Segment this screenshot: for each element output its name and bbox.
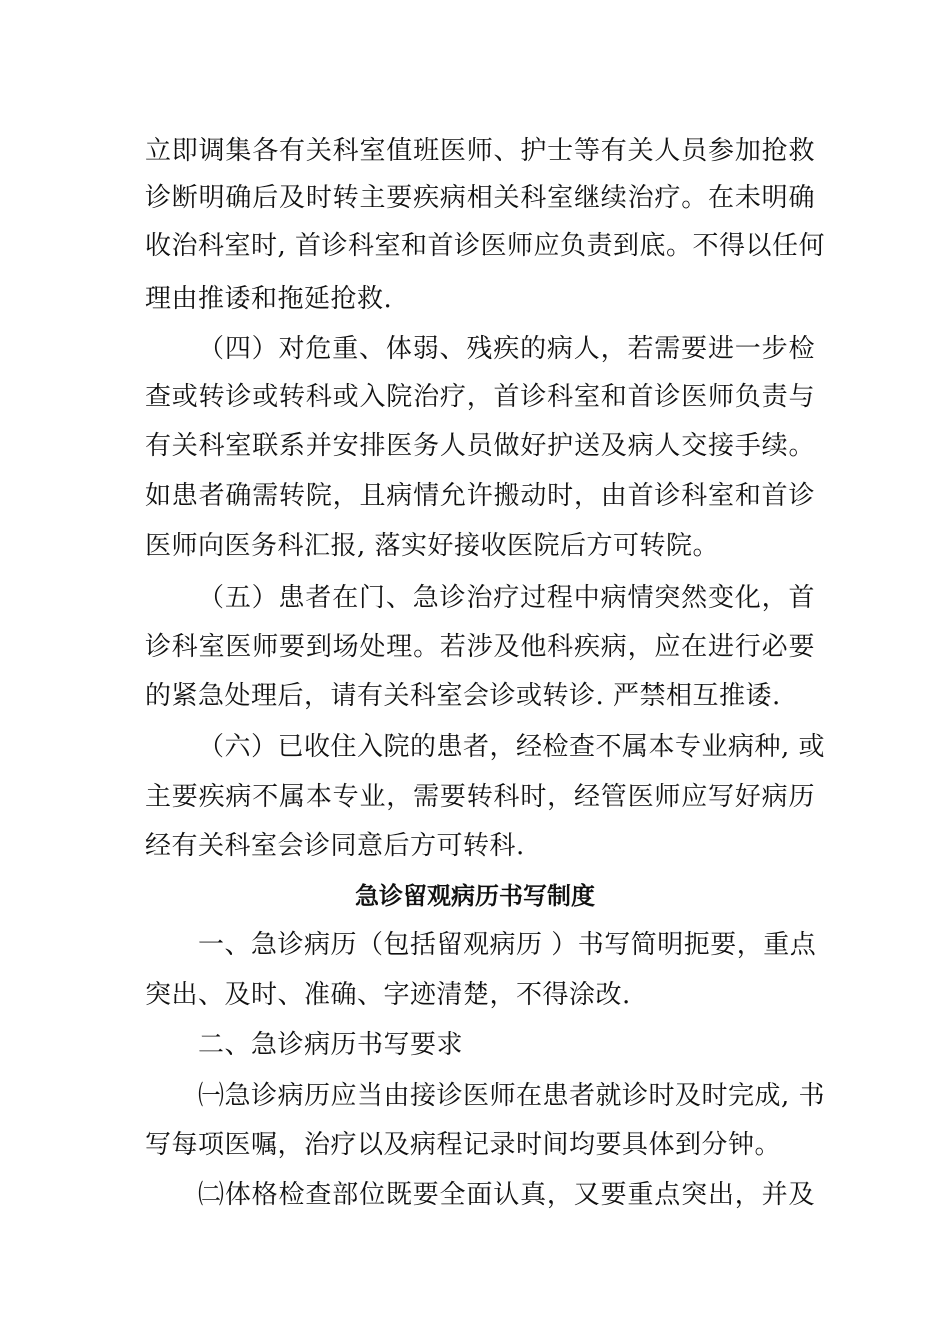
text-line: 诊断明确后及时转主要疾病相关科室继续治疗。在未明确 [145, 183, 815, 213]
text-line: 立即调集各有关科室值班医师、护士等有关人员参加抢救 [145, 136, 815, 166]
text-line: （六）已收住入院的患者，经检查不属本专业病种, 或 [198, 732, 826, 762]
text-line: 的紧急处理后，请有关科室会诊或转诊. 严禁相互推诿. [145, 681, 781, 711]
text-line: 收治科室时, 首诊科室和首诊医师应负责到底。不得以任何 [145, 231, 826, 261]
text-line: 二、急诊病历书写要求 [198, 1030, 464, 1060]
text-line: 如患者确需转院，且病情允许搬动时，由首诊科室和首诊 [145, 481, 815, 511]
text-line: 突出、及时、准确、字迹清楚，不得涂改. [145, 980, 631, 1010]
text-line: 理由推诿和拖延抢救. [145, 284, 393, 314]
text-line: 诊科室医师要到场处理。若涉及他科疾病，应在进行必要 [145, 632, 815, 662]
text-line: （五）患者在门、急诊治疗过程中病情突然变化，首 [198, 583, 815, 613]
text-line: ㈠急诊病历应当由接诊医师在患者就诊时及时完成, 书 [198, 1081, 826, 1111]
text-line: （四）对危重、体弱、残疾的病人，若需要进一步检 [198, 334, 815, 364]
text-line: 主要疾病不属本专业，需要转科时，经管医师应写好病历 [145, 782, 815, 812]
section-title: 急诊留观病历书写制度 [355, 882, 595, 910]
text-line: 写每项医嘱，治疗以及病程记录时间均要具体到分钟。 [145, 1130, 782, 1160]
text-line: ㈡体格检查部位既要全面认真，又要重点突出，并及 [198, 1180, 815, 1210]
text-line: 查或转诊或转科或入院治疗，首诊科室和首诊医师负责与 [145, 382, 815, 412]
text-line: 有关科室联系并安排医务人员做好护送及病人交接手续。 [145, 431, 815, 461]
text-line: 经有关科室会诊同意后方可转科. [145, 831, 525, 861]
text-line: 医师向医务科汇报, 落实好接收医院后方可转院。 [145, 531, 720, 561]
text-line: 一、急诊病历（包括留观病历 ）书写简明扼要，重点 [198, 930, 817, 960]
